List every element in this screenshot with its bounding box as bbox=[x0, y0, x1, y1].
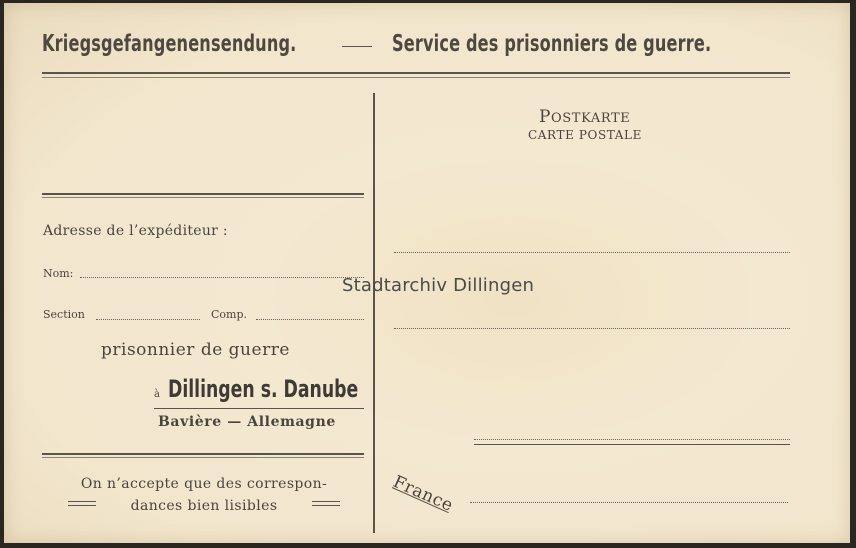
header-dash bbox=[342, 46, 372, 47]
center-divider bbox=[373, 93, 375, 533]
address-line-1 bbox=[394, 252, 790, 253]
header-title-french: Service des prisonniers de guerre. bbox=[392, 31, 712, 57]
address-line-3-rule bbox=[474, 444, 790, 445]
address-line-3 bbox=[474, 439, 790, 440]
section-label: Section bbox=[43, 308, 85, 321]
sender-address-label: Adresse de l’expéditeur : bbox=[43, 223, 228, 239]
notice-line-1: On n’accepte que des correspon- bbox=[80, 476, 328, 492]
address-line-4 bbox=[470, 502, 788, 503]
header-title-german: Kriegsgefangenensendung. bbox=[42, 31, 297, 57]
notice-top-rule bbox=[42, 453, 364, 458]
sender-top-rule bbox=[42, 193, 364, 198]
notice-dash-right bbox=[312, 501, 340, 506]
prisoner-of-war-text: prisonnier de guerre bbox=[101, 340, 290, 360]
notice-line-2: dances bien lisibles bbox=[130, 498, 278, 514]
notice-dash-left bbox=[68, 501, 96, 506]
name-line bbox=[80, 277, 364, 278]
header-rule bbox=[42, 72, 790, 74]
company-line bbox=[256, 319, 364, 320]
camp-underline bbox=[154, 408, 364, 409]
postkarte-label: POSTKARTE bbox=[539, 107, 631, 127]
camp-location: Dillingen s. Danube bbox=[168, 375, 359, 403]
legibility-notice bbox=[44, 473, 364, 517]
section-line bbox=[96, 319, 200, 320]
header-rule-thin bbox=[42, 77, 790, 78]
postcard bbox=[4, 3, 850, 543]
archive-watermark: Stadtarchiv Dillingen bbox=[342, 275, 535, 296]
address-line-2 bbox=[394, 328, 790, 329]
at-prefix: à bbox=[154, 389, 160, 400]
country-label: France bbox=[389, 471, 457, 517]
carte-postale-label: CARTE POSTALE bbox=[528, 128, 642, 142]
company-label: Comp. bbox=[211, 308, 248, 321]
region-text: Bavière — Allemagne bbox=[158, 414, 336, 430]
name-label: Nom: bbox=[43, 267, 74, 280]
